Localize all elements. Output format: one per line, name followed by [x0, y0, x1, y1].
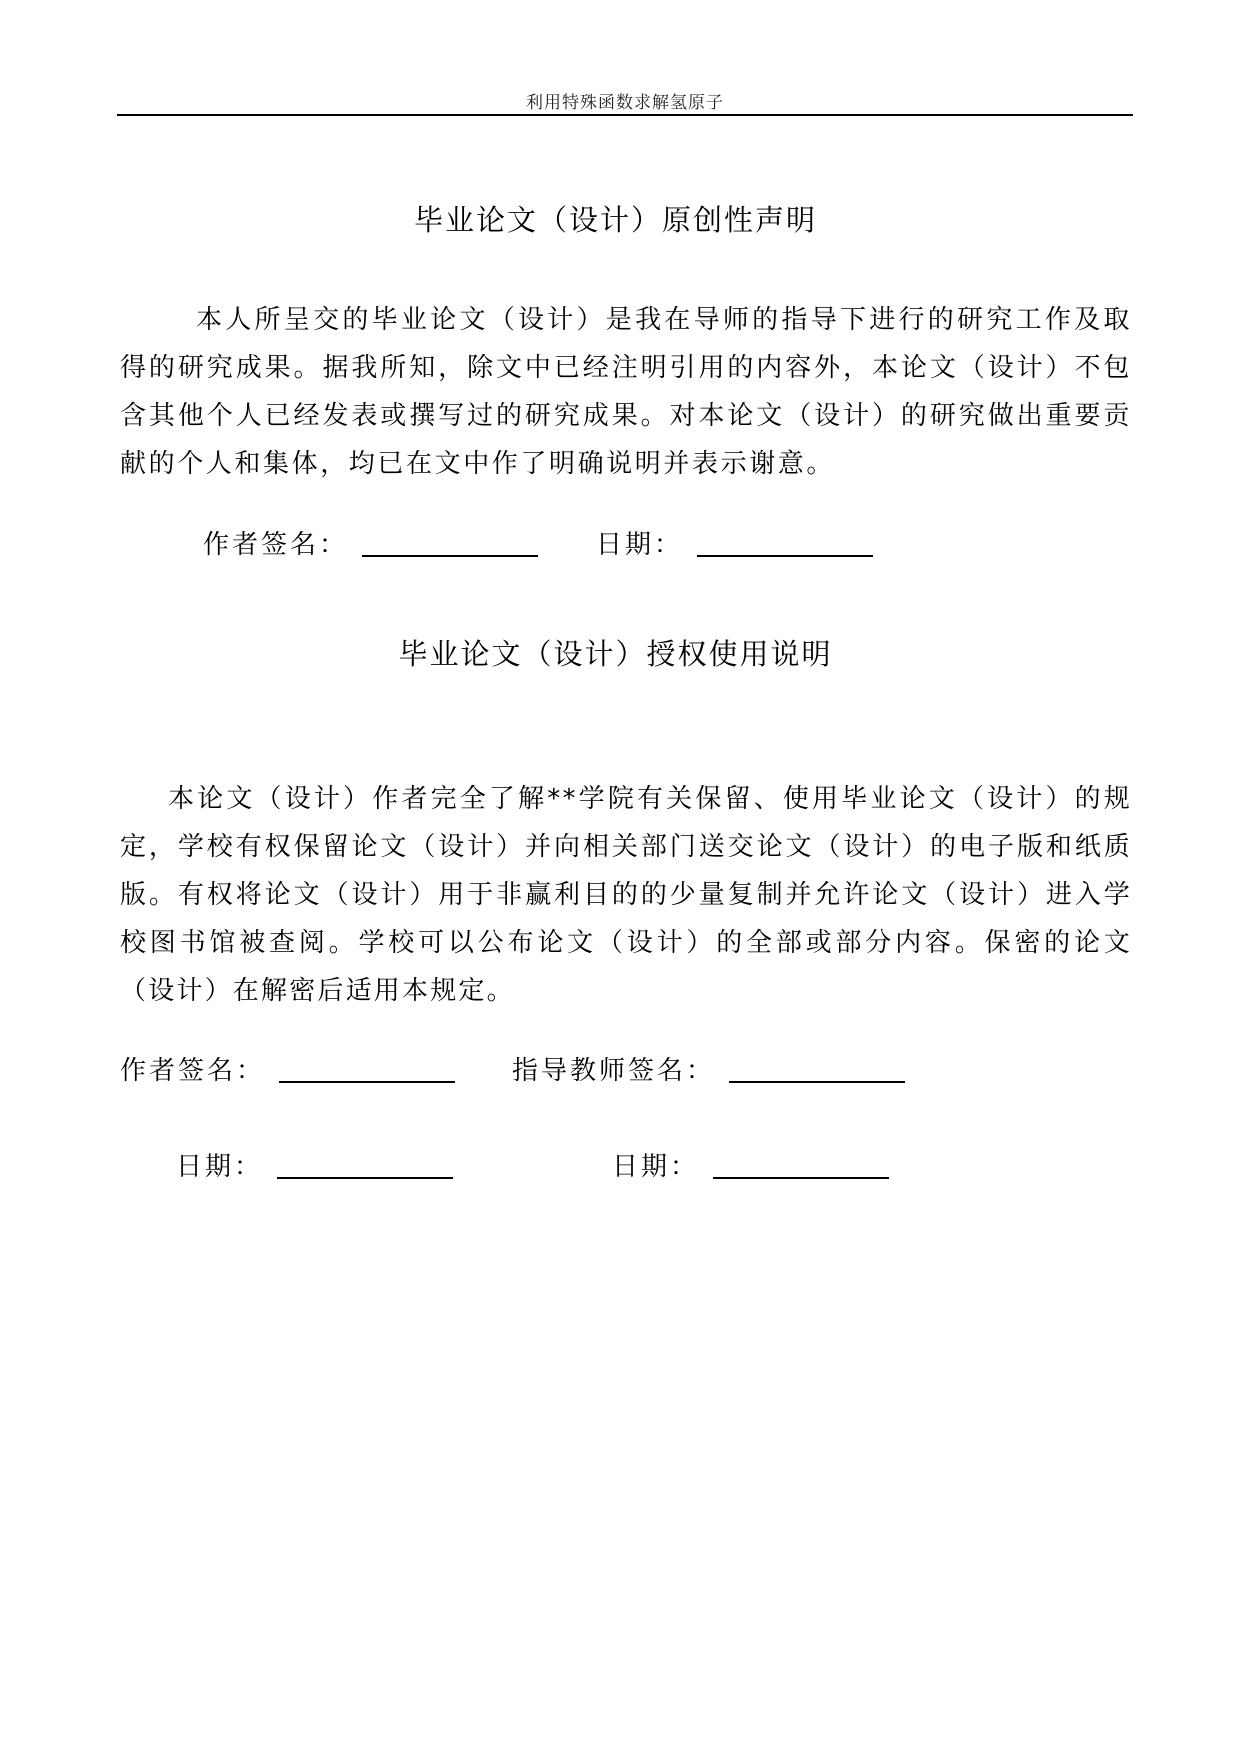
- originality-author-signature: [203, 524, 538, 561]
- advisor-date-blank[interactable]: [713, 1177, 889, 1179]
- author-signature-label: 作者签名：: [120, 1056, 266, 1086]
- running-header: 利用特殊函数求解氢原子: [526, 93, 724, 113]
- header-rule: [117, 114, 1133, 116]
- date-label: 日期：: [596, 530, 684, 560]
- originality-title: 毕业论文（设计）原创性声明: [413, 203, 817, 237]
- advisor-signature-blank[interactable]: [729, 1081, 905, 1083]
- originality-paragraph: 本人所呈交的毕业论文（设计）是我在导师的指导下进行的研究工作及取得的研究成果。据我所知，除文中已经注明引用的内容外，本论文（设计）不包含其他个人已经发表或撰写过的研究成果。对本论文（设计）的研究做出重要贡献的个人和集体，均已在文中作了明确说明并表示谢意。: [120, 305, 1132, 479]
- advisor-signature: [512, 1050, 905, 1087]
- advisor-signature-label: 指导教师签名：: [512, 1056, 716, 1086]
- originality-date: [596, 524, 873, 561]
- authorization-author-signature: [120, 1050, 455, 1087]
- advisor-date: [612, 1146, 889, 1183]
- date-blank[interactable]: [697, 555, 873, 557]
- author-signature-blank[interactable]: [279, 1081, 455, 1083]
- author-signature-blank[interactable]: [362, 555, 538, 557]
- author-date-label: 日期：: [176, 1152, 264, 1182]
- authorization-author-date: [176, 1146, 453, 1183]
- authorization-paragraph: 本论文（设计）作者完全了解**学院有关保留、使用毕业论文（设计）的规定，学校有权保留论文（设计）并向相关部门送交论文（设计）的电子版和纸质版。有权将论文（设计）用于非赢利目的的少量复制并允许论文（设计）进入学校图书馆被查阅。学校可以公布论文（设计）的全部或部分内容。保密的论文（设计）在解密后适用本规定。: [120, 784, 1132, 1006]
- author-signature-label: 作者签名：: [203, 530, 349, 560]
- authorization-title: 毕业论文（设计）授权使用说明: [398, 637, 833, 671]
- advisor-date-label: 日期：: [612, 1152, 700, 1182]
- author-date-blank[interactable]: [277, 1177, 453, 1179]
